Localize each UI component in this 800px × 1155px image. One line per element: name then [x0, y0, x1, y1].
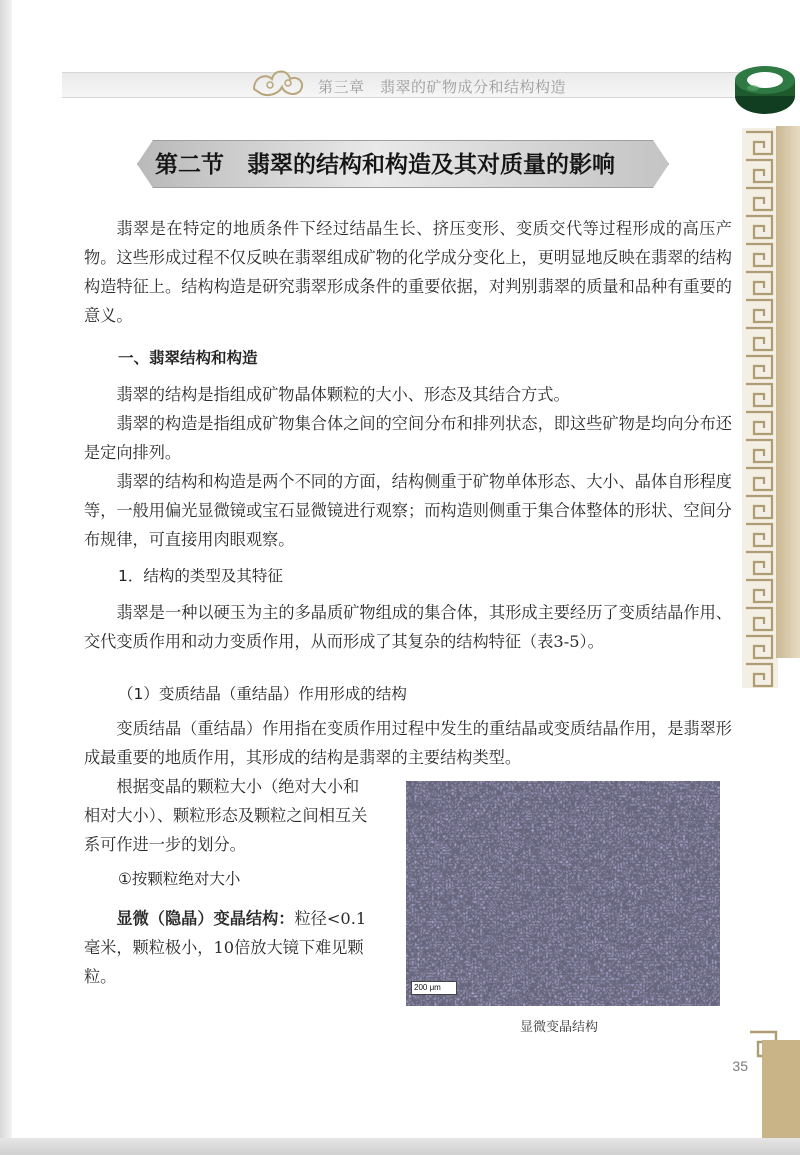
micrograph-texture [406, 781, 720, 1006]
section-title: 第二节 翡翠的结构和构造及其对质量的影响 [155, 152, 615, 178]
corner-tan-block [762, 1040, 800, 1138]
fret-border-decoration [742, 128, 778, 688]
paragraph-recrystallization: 变质结晶（重结晶）作用指在变质作用过程中发生的重结晶或变质结晶作用，是翡翠形成最重要的地质作用，其形成的结构是翡翠的主要结构类型。 [84, 719, 732, 767]
page-bottom-edge [0, 1138, 800, 1155]
intro-paragraph: 翡翠是在特定的地质条件下经过结晶生长、挤压变形、变质交代等过程形成的高压产物。这些形成过程不仅反映在翡翠组成矿物的化学成分变化上，更明显地反映在翡翠的结构构造特征上。结构构造是研究翡翠形成条件的重要依据，对判别翡翠的质量和品种有重要的意义。 [84, 219, 732, 325]
page-edge-shadow [0, 0, 12, 1155]
page-number: 35 [732, 1058, 748, 1074]
paragraph-difference: 翡翠的结构和构造是两个不同的方面，结构侧重于矿物单体形态、大小、晶体自形程度等，一般用偏光显微镜或宝石显微镜进行观察；而构造则侧重于集合体整体的形状、空间分布规律，可直接用肉眼观察。 [84, 472, 732, 549]
paragraph-texture-definition: 翡翠的构造是指组成矿物集合体之间的空间分布和排列状态，即这些矿物是均向分布还是定向排列。 [84, 414, 732, 462]
running-head: 第三章 翡翠的矿物成分和结构构造 [318, 78, 567, 96]
heading-structure-and-texture: 一、翡翠结构和构造 [118, 349, 258, 367]
jade-bangle-icon [733, 58, 797, 118]
term-description: 粒径<0.1毫米，颗粒极小，10倍放大镜下难见颗粒。 [84, 909, 367, 986]
term-microcrystalline: 显微（隐晶）变晶结构： [116, 909, 295, 928]
figure-caption: 显微变晶结构 [520, 1020, 599, 1035]
cloud-ornament-icon [248, 63, 308, 101]
paragraph-microcrystalline [84, 904, 374, 991]
heading-absolute-size: ①按颗粒绝对大小 [118, 870, 241, 888]
paragraph-structure-definition: 翡翠的结构是指组成矿物晶体颗粒的大小、形态及其结合方式。 [116, 385, 570, 404]
paragraph-division: 根据变晶的颗粒大小（绝对大小和相对大小）、颗粒形态及颗粒之间相互关系可作进一步的划分。 [84, 777, 368, 854]
border-tan-band [776, 126, 800, 658]
scale-bar-label: 200 μm [411, 981, 457, 995]
paragraph-polycrystal: 翡翠是一种以硬玉为主的多晶质矿物组成的集合体，其形成主要经历了变质结晶作用、交代变质作用和动力变质作用，从而形成了其复杂的结构特征（表3-5）。 [84, 603, 732, 651]
heading-recrystallization: （1）变质结晶（重结晶）作用形成的结构 [118, 685, 407, 703]
micrograph-image [406, 781, 720, 1006]
heading-structure-types: 1．结构的类型及其特征 [118, 567, 283, 585]
